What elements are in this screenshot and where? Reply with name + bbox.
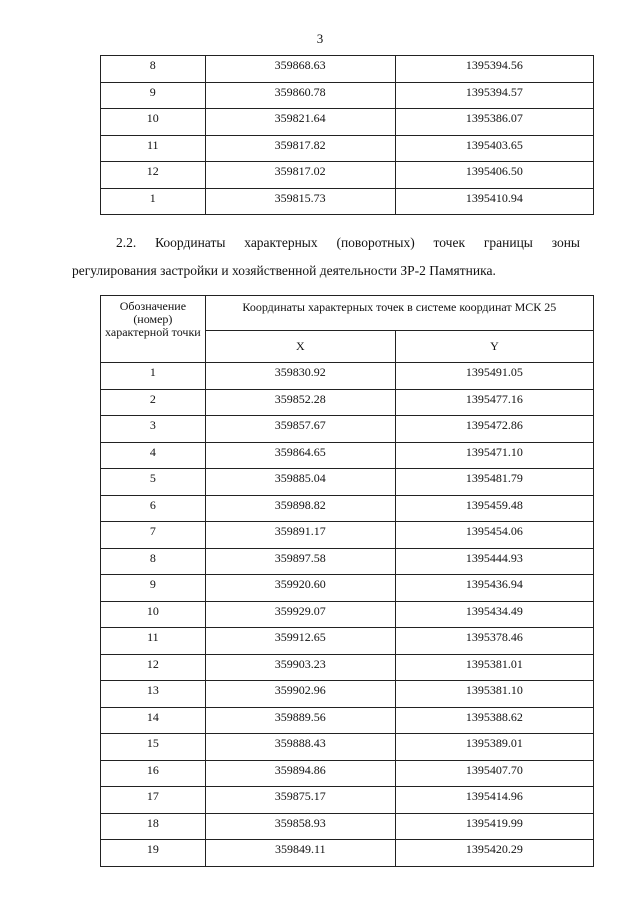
top-table-body — [101, 56, 594, 215]
table-row — [101, 548, 594, 575]
x-column-header: X — [205, 331, 395, 363]
point-number-cell: 10 — [101, 601, 206, 628]
point-number-cell: 12 — [101, 654, 206, 681]
x-coordinate-cell: 359852.28 — [205, 389, 395, 416]
table-row — [101, 162, 594, 189]
y-coordinate-cell: 1395403.65 — [395, 135, 593, 162]
table-row — [101, 188, 594, 215]
point-number-cell: 15 — [101, 734, 206, 761]
x-coordinate-cell: 359885.04 — [205, 469, 395, 496]
x-coordinate-cell: 359903.23 — [205, 654, 395, 681]
y-coordinate-cell: 1395410.94 — [395, 188, 593, 215]
point-number-cell: 13 — [101, 681, 206, 708]
x-coordinate-cell: 359830.92 — [205, 363, 395, 390]
main-table-body — [101, 363, 594, 867]
y-coordinate-cell: 1395477.16 — [395, 389, 593, 416]
point-number-cell: 11 — [101, 135, 206, 162]
point-number-cell: 18 — [101, 813, 206, 840]
point-number-cell: 3 — [101, 416, 206, 443]
point-number-cell: 11 — [101, 628, 206, 655]
table-row — [101, 628, 594, 655]
y-coordinate-cell: 1395481.79 — [395, 469, 593, 496]
table-row — [101, 389, 594, 416]
table-row — [101, 135, 594, 162]
point-number-cell: 7 — [101, 522, 206, 549]
point-number-cell: 8 — [101, 56, 206, 83]
y-coordinate-cell: 1395381.10 — [395, 681, 593, 708]
point-number-cell: 6 — [101, 495, 206, 522]
point-number-cell: 9 — [101, 575, 206, 602]
y-coordinate-cell: 1395386.07 — [395, 109, 593, 136]
y-coordinate-cell: 1395444.93 — [395, 548, 593, 575]
y-coordinate-cell: 1395414.96 — [395, 787, 593, 814]
y-coordinate-cell: 1395381.01 — [395, 654, 593, 681]
y-coordinate-cell: 1395472.86 — [395, 416, 593, 443]
table-row — [101, 416, 594, 443]
y-coordinate-cell: 1395388.62 — [395, 707, 593, 734]
table-row — [101, 495, 594, 522]
table-row — [101, 442, 594, 469]
point-number-cell: 17 — [101, 787, 206, 814]
y-coordinate-cell: 1395406.50 — [395, 162, 593, 189]
y-column-header: Y — [395, 331, 593, 363]
x-coordinate-cell: 359888.43 — [205, 734, 395, 761]
table-row — [101, 109, 594, 136]
point-number-cell: 1 — [101, 188, 206, 215]
x-coordinate-cell: 359858.93 — [205, 813, 395, 840]
table-row — [101, 363, 594, 390]
x-coordinate-cell: 359912.65 — [205, 628, 395, 655]
x-coordinate-cell: 359902.96 — [205, 681, 395, 708]
x-coordinate-cell: 359898.82 — [205, 495, 395, 522]
table-row — [101, 56, 594, 83]
section-heading-line-1: 2.2. Координаты характерных (поворотных) точек границы зоны — [116, 235, 580, 250]
point-number-cell: 14 — [101, 707, 206, 734]
y-coordinate-cell: 1395434.49 — [395, 601, 593, 628]
x-coordinate-cell: 359891.17 — [205, 522, 395, 549]
point-number-cell: 19 — [101, 840, 206, 867]
y-coordinate-cell: 1395491.05 — [395, 363, 593, 390]
y-coordinate-cell: 1395389.01 — [395, 734, 593, 761]
table-row — [101, 734, 594, 761]
x-coordinate-cell: 359889.56 — [205, 707, 395, 734]
table-row — [101, 840, 594, 867]
table-row — [101, 654, 594, 681]
y-coordinate-cell: 1395378.46 — [395, 628, 593, 655]
x-coordinate-cell: 359897.58 — [205, 548, 395, 575]
main-coordinates-table — [100, 295, 594, 867]
x-coordinate-cell: 359821.64 — [205, 109, 395, 136]
point-number-cell: 2 — [101, 389, 206, 416]
x-coordinate-cell: 359864.65 — [205, 442, 395, 469]
y-coordinate-cell: 1395459.48 — [395, 495, 593, 522]
table-row — [101, 522, 594, 549]
table-row — [101, 707, 594, 734]
x-coordinate-cell: 359849.11 — [205, 840, 395, 867]
y-coordinate-cell: 1395436.94 — [395, 575, 593, 602]
coordinates-system-header: Координаты характерных точек в системе координат МСК 25 — [205, 296, 593, 331]
x-coordinate-cell: 359929.07 — [205, 601, 395, 628]
x-coordinate-cell: 359817.82 — [205, 135, 395, 162]
x-coordinate-cell: 359815.73 — [205, 188, 395, 215]
x-coordinate-cell: 359868.63 — [205, 56, 395, 83]
x-coordinate-cell: 359857.67 — [205, 416, 395, 443]
x-coordinate-cell: 359920.60 — [205, 575, 395, 602]
table-row — [101, 681, 594, 708]
table-row — [101, 82, 594, 109]
main-table-header — [101, 296, 594, 363]
x-coordinate-cell: 359817.02 — [205, 162, 395, 189]
y-coordinate-cell: 1395471.10 — [395, 442, 593, 469]
point-number-cell: 9 — [101, 82, 206, 109]
point-number-cell: 1 — [101, 363, 206, 390]
table-row — [101, 575, 594, 602]
table-row — [101, 469, 594, 496]
y-coordinate-cell: 1395420.29 — [395, 840, 593, 867]
x-coordinate-cell: 359875.17 — [205, 787, 395, 814]
point-number-cell: 8 — [101, 548, 206, 575]
table-row — [101, 760, 594, 787]
point-number-cell: 4 — [101, 442, 206, 469]
point-number-cell: 12 — [101, 162, 206, 189]
section-heading-line-2: регулирования застройки и хозяйственной деятельности ЗР-2 Памятника. — [72, 263, 496, 278]
point-number-cell: 16 — [101, 760, 206, 787]
table-row — [101, 601, 594, 628]
y-coordinate-cell: 1395394.57 — [395, 82, 593, 109]
y-coordinate-cell: 1395454.06 — [395, 522, 593, 549]
page-number: 3 — [316, 31, 324, 46]
point-number-cell: 5 — [101, 469, 206, 496]
x-coordinate-cell: 359860.78 — [205, 82, 395, 109]
y-coordinate-cell: 1395394.56 — [395, 56, 593, 83]
table-row — [101, 813, 594, 840]
top-coordinates-table — [100, 55, 594, 215]
section-heading — [72, 229, 580, 285]
x-coordinate-cell: 359894.86 — [205, 760, 395, 787]
y-coordinate-cell: 1395407.70 — [395, 760, 593, 787]
y-coordinate-cell: 1395419.99 — [395, 813, 593, 840]
table-row — [101, 787, 594, 814]
point-label-header: Обозначение (номер) характерной точки — [101, 296, 206, 363]
point-number-cell: 10 — [101, 109, 206, 136]
